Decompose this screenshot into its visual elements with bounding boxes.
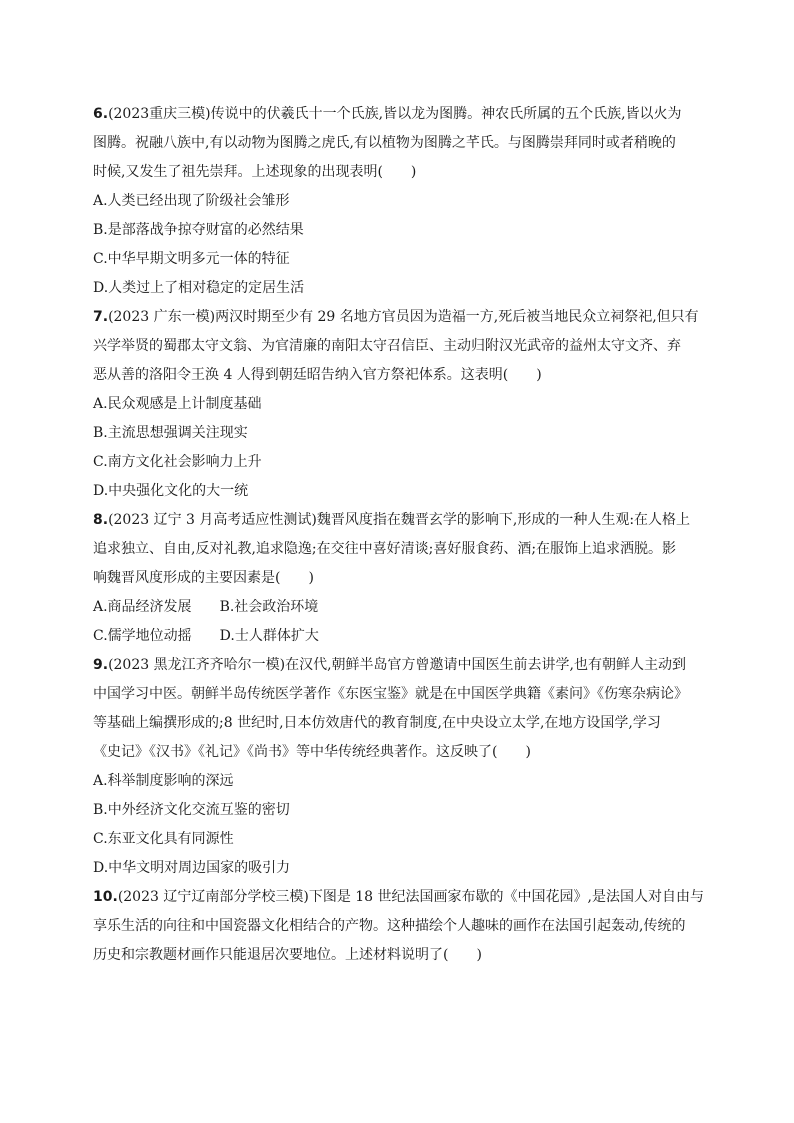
question-stem-line: 等基础上编撰形成的;8 世纪时,日本仿效唐代的教育制度,在中央设立太学,在地方设国学,学习 xyxy=(93,715,661,731)
option-row xyxy=(93,593,713,622)
question-number: 9. xyxy=(93,657,109,673)
option-a[interactable]: A.科举制度影响的深远 xyxy=(93,773,234,789)
option-a[interactable]: A.民众观感是上计制度基础 xyxy=(93,396,262,412)
option-d[interactable]: D.士人群体扩大 xyxy=(219,628,319,644)
question-number: 7. xyxy=(93,309,109,325)
question-stem-line: 兴学举贤的蜀郡太守文翁、为官清廉的南阳太守召信臣、主动归附汉光武帝的益州太守文齐、弃 xyxy=(93,338,681,354)
question-8 xyxy=(93,506,713,651)
question-number: 6. xyxy=(93,106,109,122)
question-10 xyxy=(93,883,713,970)
question-stem-line: 7.(2023 广东一模)两汉时期至少有 29 名地方官员因为造福一方,死后被当地民众立祠祭祀,但只有 xyxy=(93,309,699,325)
question-list xyxy=(93,100,713,970)
option-b[interactable]: B.中外经济文化交流互鉴的密切 xyxy=(93,802,290,818)
question-stem-line: 10.(2023 辽宁辽南部分学校三模)下图是 18 世纪法国画家布歇的《中国花园》,是法国人对自由与 xyxy=(93,889,704,905)
option-c[interactable]: C.儒学地位动摇 xyxy=(93,628,192,644)
option-b[interactable]: B.社会政治环境 xyxy=(219,599,319,615)
question-6 xyxy=(93,100,713,303)
question-number: 8. xyxy=(93,512,109,528)
question-number: 10. xyxy=(93,889,118,905)
option-c[interactable]: C.东亚文化具有同源性 xyxy=(93,831,234,847)
question-stem-line: 享乐生活的向往和中国瓷器文化相结合的产物。这种描绘个人趣味的画作在法国引起轰动,传统的 xyxy=(93,918,686,934)
option-c[interactable]: C.南方文化社会影响力上升 xyxy=(93,454,262,470)
question-stem-line: 响魏晋风度形成的主要因素是( ) xyxy=(93,570,314,586)
question-stem-line: 中国学习中医。朝鲜半岛传统医学著作《东医宝鉴》就是在中国医学典籍《素问》《伤寒杂病论》 xyxy=(93,686,688,702)
question-stem-line: 追求独立、自由,反对礼教,追求隐逸;在交往中喜好清谈;喜好服食药、酒;在服饰上追求洒脱。影 xyxy=(93,541,677,557)
question-stem-line: 时候,又发生了祖先崇拜。上述现象的出现表明( ) xyxy=(93,164,417,180)
option-b[interactable]: B.是部落战争掠夺财富的必然结果 xyxy=(93,222,304,238)
option-a[interactable]: A.商品经济发展 xyxy=(93,599,192,615)
question-stem-line: 9.(2023 黑龙江齐齐哈尔一模)在汉代,朝鲜半岛官方曾邀请中国医生前去讲学,也有朝鲜人主动到 xyxy=(93,657,686,673)
question-7 xyxy=(93,303,713,506)
question-stem-line: 恶从善的洛阳令王涣 4 人得到朝廷昭告纳入官方祭祀体系。这表明( ) xyxy=(93,367,542,383)
question-stem-line: 8.(2023 辽宁 3 月高考适应性测试)魏晋风度指在魏晋玄学的影响下,形成的一种人生观:在人格上 xyxy=(93,512,691,528)
question-stem-line: 《史记》《汉书》《礼记》《尚书》等中华传统经典著作。这反映了( ) xyxy=(93,744,531,760)
option-b[interactable]: B.主流思想强调关注现实 xyxy=(93,425,248,441)
question-stem-line: 图腾。祝融八族中,有以动物为图腾之虎氏,有以植物为图腾之芊氏。与图腾崇拜同时或者稍晚的 xyxy=(93,135,676,151)
option-d[interactable]: D.中央强化文化的大一统 xyxy=(93,483,249,499)
option-d[interactable]: D.人类过上了相对稳定的定居生活 xyxy=(93,280,305,296)
question-9 xyxy=(93,651,713,883)
option-a[interactable]: A.人类已经出现了阶级社会雏形 xyxy=(93,193,290,209)
question-stem-line: 6.(2023重庆三模)传说中的伏羲氏十一个氏族,皆以龙为图腾。神农氏所属的五个氏族,皆以火为 xyxy=(93,106,682,122)
question-stem-line: 历史和宗教题材画作只能退居次要地位。上述材料说明了( ) xyxy=(93,947,482,963)
option-row xyxy=(93,622,713,651)
option-c[interactable]: C.中华早期文明多元一体的特征 xyxy=(93,251,290,267)
option-d[interactable]: D.中华文明对周边国家的吸引力 xyxy=(93,860,291,876)
